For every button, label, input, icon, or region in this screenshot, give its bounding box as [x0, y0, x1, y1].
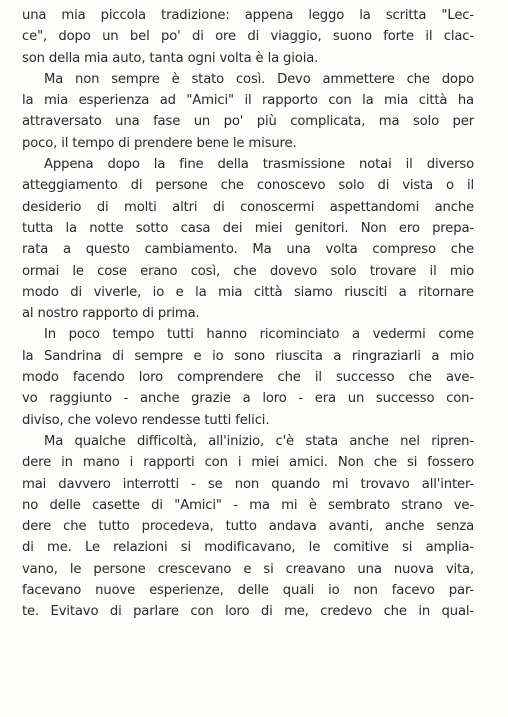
- text-line: Ma non sempre è stato così. Devo ammettere che dopo: [44, 71, 474, 87]
- text-line: dere che tutto procedeva, tutto andava avanti, anche senza: [22, 519, 474, 535]
- text-line: In poco tempo tutti hanno ricominciato a vedermi come: [44, 327, 474, 343]
- text-line: rata a questo cambiamento. Ma una volta compreso che: [22, 242, 474, 258]
- text-line: Ma qualche difficoltà, all'inizio, c'è stata anche nel ripren-: [44, 433, 474, 449]
- text-line: al nostro rapporto di prima.: [22, 306, 200, 322]
- text-line: attraversato una fase un po' più complicata, ma solo per: [22, 114, 474, 130]
- text-line: diviso, che volevo rendesse tutti felici.: [22, 412, 270, 428]
- paragraph: [22, 69, 474, 154]
- text-line: modo facendo loro comprendere che il successo che ave-: [22, 370, 474, 386]
- text-line: poco, il tempo di prendere bene le misure.: [22, 135, 297, 151]
- text-line: mai davvero interrotti - se non quando mi trovavo all'inter-: [22, 476, 474, 492]
- paragraph: [22, 324, 474, 430]
- text-line: modo di viverle, io e la mia città siamo riusciti a ritornare: [22, 284, 474, 300]
- text-line: dere in mano i rapporti con i miei amici. Non che si fossero: [22, 455, 474, 471]
- text-line: Appena dopo la fine della trasmissione notai il diverso: [44, 157, 474, 173]
- text-line: di me. Le relazioni si modificavano, le comitive si amplia-: [22, 540, 474, 556]
- paragraph: [22, 5, 474, 69]
- text-line: atteggiamento di persone che conoscevo solo di vista o il: [22, 178, 474, 194]
- text-line: son della mia auto, tanta ogni volta è la gioia.: [22, 50, 319, 66]
- text-line: la mia esperienza ad "Amici" il rapporto con la mia città ha: [22, 93, 474, 109]
- text-line: la Sandrina di sempre e io sono riuscita a ringraziarli a mio: [22, 348, 474, 364]
- text-line: te. Evitavo di parlare con loro di me, credevo che in qual-: [22, 604, 474, 620]
- text-line: tutta la notte sotto casa dei miei genitori. Non ero prepa-: [22, 220, 474, 236]
- paragraph: [22, 154, 474, 324]
- text-line: vo raggiunto - anche grazie a loro - era un successo con-: [22, 391, 474, 407]
- paragraph: [22, 431, 474, 623]
- body-text: [22, 5, 474, 623]
- text-line: vano, le persone crescevano e si creavano una nuova vita,: [22, 561, 474, 577]
- text-line: facevano nuove esperienze, delle quali io non facevo par-: [22, 583, 474, 599]
- text-line: desiderio di molti altri di conoscermi aspettandomi anche: [22, 199, 474, 215]
- text-line: una mia piccola tradizione: appena leggo la scritta "Lec-: [22, 8, 474, 23]
- text-line: no delle casette di "Amici" - ma mi è sembrato strano ve-: [22, 497, 474, 513]
- text-line: ce", dopo un bel po' di ore di viaggio, suono forte il clac-: [22, 29, 474, 45]
- text-line: ormai le cose erano così, che dovevo solo trovare il mio: [22, 263, 474, 279]
